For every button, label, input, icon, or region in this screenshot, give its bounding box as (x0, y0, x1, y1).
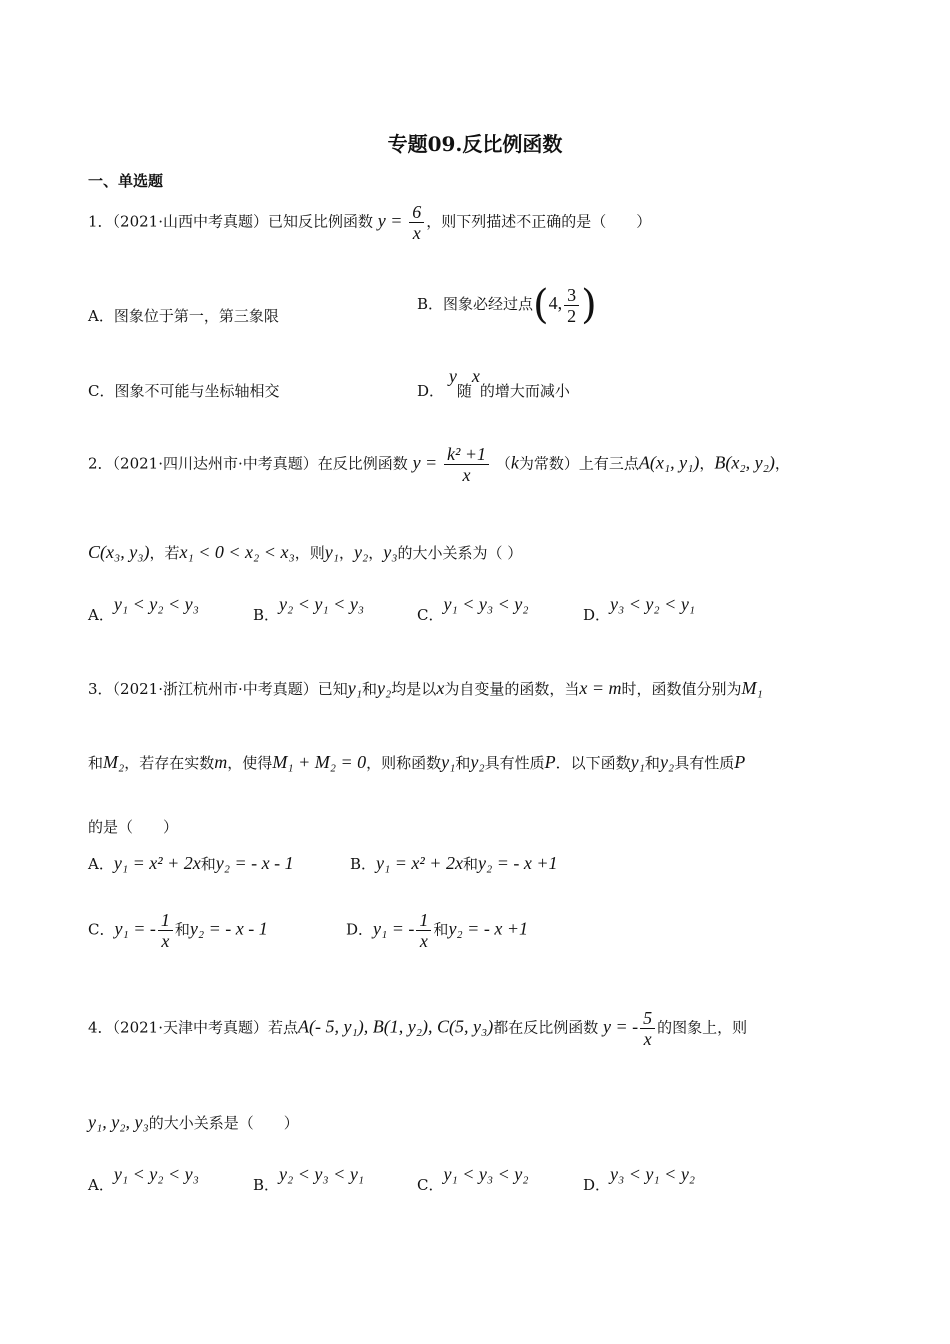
stem-text: 和 (455, 754, 471, 772)
stem-text: 时，函数值分别为 (621, 680, 742, 698)
question-4-stem (88, 1008, 747, 1049)
stem-text: ，若存在实数 (124, 754, 215, 772)
stem-text: （ (495, 454, 511, 473)
right-paren: ) (581, 282, 597, 328)
numerator: 5 (640, 1008, 655, 1029)
connector: 和 (462, 855, 478, 873)
question-source: （2021·四川达州市·中考真题） (112, 454, 318, 473)
stem-text: 和 (362, 680, 378, 698)
sum-equation: M₁ + M₂ = 0 (272, 752, 367, 772)
denominator: x (643, 1029, 652, 1049)
connector: 和 (200, 855, 216, 873)
question-source: （2021·浙江杭州市·中考真题） (112, 680, 318, 698)
stem-text: 和 (88, 754, 104, 772)
question-number: 2． (88, 454, 113, 473)
var-P: P (544, 752, 556, 772)
q1-option-b (417, 282, 597, 328)
equation-lhs: y = - (603, 1016, 639, 1037)
option-letter: D． (583, 606, 611, 624)
stem-text: 的大小关系是（ ） (148, 1114, 299, 1132)
option-letter: C． (88, 920, 115, 939)
var-M2: M₂ (103, 752, 125, 772)
option-text: 随 (456, 382, 472, 400)
var-y1: y₁ (441, 752, 456, 772)
numerator: 1 (416, 910, 431, 931)
question-3-stem (88, 678, 763, 699)
stem-text: 均是以 (391, 680, 437, 698)
var-m: m (214, 752, 228, 772)
stem-text: 若点 (268, 1018, 299, 1037)
stem-text: 都在反比例函数 (493, 1018, 599, 1037)
stem-text: 已知反比例函数 (268, 212, 374, 231)
q1-option-a: A．图象位于第一，第三象限 (88, 307, 279, 325)
stem-text: ，则 (294, 544, 325, 562)
stem-text: ， (774, 454, 790, 473)
var-y1: y₁ (347, 678, 363, 698)
denominator: x (462, 465, 471, 485)
option-expr: y₂ = - x - 1 (215, 853, 294, 873)
question-source: （2021·山西中考真题） (112, 212, 268, 231)
numerator: 6 (409, 202, 424, 223)
option-expr: y₁ < y₃ < y₂ (443, 594, 529, 614)
page-title: 专题09.反比例函数 (387, 132, 563, 156)
option-expr: y₁ = - (114, 918, 156, 939)
question-number: 3． (88, 680, 113, 698)
stem-text: 为常数）上有三点 (518, 454, 639, 473)
numerator: k² +1 (444, 444, 489, 465)
question-3-stem-line2 (88, 752, 745, 773)
stem-text: 具有性质 (484, 754, 545, 772)
left-paren: ( (533, 282, 549, 328)
option-letter: B． (350, 855, 377, 873)
question-1-stem (88, 202, 651, 243)
stem-text: 已知 (317, 680, 348, 698)
q1-option-d (417, 366, 570, 401)
q2-option-c (417, 594, 529, 625)
option-expr: y₂ = - x - 1 (189, 918, 268, 939)
equation-lhs: y = (412, 452, 438, 473)
numerator: 3 (564, 285, 579, 306)
var-y2: y₂ (377, 678, 392, 698)
stem-text: 在反比例函数 (317, 454, 408, 473)
option-expr: y₁ = x² + 2x (376, 853, 463, 873)
var-y2: y₂ (659, 752, 675, 772)
fraction (444, 444, 489, 485)
option-expr: y₁ = - (373, 918, 415, 939)
q2-option-d (583, 594, 696, 625)
var-y1: y₁ (630, 752, 645, 772)
q3-option-d (346, 910, 528, 951)
option-letter: A． (88, 1176, 114, 1194)
option-expr: y₃ < y₂ < y₁ (610, 594, 696, 614)
fraction (409, 202, 424, 243)
fraction (416, 910, 431, 951)
question-2-stem-line2: C(x₃, y₃)，若x₁ < 0 < x₂ < x₃，则y₁，y₂，y₃的大小关系为（ ） (88, 542, 523, 562)
option-letter: A． (88, 606, 114, 624)
option-expr: y₂ = - x +1 (448, 918, 528, 939)
q2-option-b (253, 594, 365, 625)
stem-text: ，则称函数 (366, 754, 442, 772)
stem-text: ，若 (149, 544, 180, 562)
option-letter: B． (253, 1176, 280, 1194)
points: A(- 5, y₁), B(1, y₂), C(5, y₃) (298, 1016, 494, 1037)
q4-option-b (253, 1164, 365, 1195)
fraction (640, 1008, 655, 1049)
option-expr: y₂ < y₃ < y₁ (279, 1164, 365, 1184)
condition: x₁ < 0 < x₂ < x₃ (179, 542, 295, 562)
option-letter: A． (88, 855, 114, 873)
question-number: 4． (88, 1018, 113, 1037)
point-coord: 4, (548, 293, 563, 313)
equation-lhs: y = (377, 210, 403, 231)
option-letter: D． (583, 1176, 611, 1194)
numerator: 1 (158, 910, 173, 931)
var-M1: M₁ (741, 678, 763, 698)
option-letter: C． (417, 606, 444, 624)
option-letter: D． (346, 920, 374, 939)
denominator: x (412, 223, 421, 243)
option-letter: C． (417, 1176, 444, 1194)
stem-text: ，则下列描述不正确的是（ ） (426, 212, 652, 231)
section-heading: 一、单选题 (88, 172, 164, 190)
option-expr: y₁ = x² + 2x (113, 853, 201, 873)
option-expr: y₂ < y₁ < y₃ (279, 594, 365, 614)
stem-text: ，使得 (227, 754, 273, 772)
option-expr: y₁ < y₂ < y₃ (113, 1164, 199, 1184)
connector: 和 (174, 920, 190, 939)
vars-y: y₁, y₂, y₃ (88, 1112, 149, 1132)
var-x: x (471, 366, 480, 386)
q4-option-a (88, 1164, 199, 1195)
stem-text: 和 (644, 754, 660, 772)
question-4-stem-line2 (88, 1112, 299, 1133)
q1-option-c: C．图象不可能与坐标轴相交 (88, 382, 280, 400)
var-y2: y₂ (470, 752, 485, 772)
stem-text: ， (699, 454, 715, 473)
q2-option-a (88, 594, 199, 625)
var-y3: y₃ (383, 542, 398, 562)
question-source: （2021·天津中考真题） (112, 1018, 268, 1037)
denominator: x (161, 931, 170, 951)
option-text: 的增大而减小 (479, 382, 570, 400)
q3-option-c (88, 910, 268, 951)
fraction (158, 910, 173, 951)
condition: x = m (579, 678, 622, 698)
var-y: y (448, 366, 457, 386)
var-y2: y₂ (353, 542, 369, 562)
q4-option-d (583, 1164, 696, 1195)
connector: 和 (433, 920, 449, 939)
denominator: 2 (567, 305, 577, 326)
var-y1: y₁ (324, 542, 339, 562)
q4-option-c (417, 1164, 529, 1195)
question-3-stem-line3: 的是（ ） (88, 818, 179, 836)
stem-text: ．以下函数 (555, 754, 631, 772)
denominator: x (419, 931, 428, 951)
point-c: C(x₃, y₃) (88, 542, 150, 562)
q3-option-b (350, 853, 558, 874)
question-number: 1． (88, 212, 113, 231)
stem-text: 具有性质 (674, 754, 735, 772)
point-a: A(x₁, y₁) (638, 452, 700, 473)
stem-text: 的大小关系为（ ） (397, 544, 523, 562)
q3-option-a (88, 853, 294, 874)
option-expr: y₃ < y₁ < y₂ (610, 1164, 696, 1184)
var-x: x (436, 678, 445, 698)
option-expr: y₁ < y₂ < y₃ (113, 594, 199, 614)
option-letter: D． (417, 382, 445, 400)
fraction (564, 285, 579, 326)
stem-text: 的图象上，则 (657, 1018, 748, 1037)
option-expr: y₁ < y₃ < y₂ (443, 1164, 529, 1184)
point-b: B(x₂, y₂) (714, 452, 775, 473)
stem-text: 为自变量的函数，当 (444, 680, 580, 698)
option-letter: B． (253, 606, 280, 624)
option-expr: y₂ = - x +1 (477, 853, 558, 873)
question-2-stem (88, 444, 790, 485)
var-k: k (510, 452, 519, 473)
var-P: P (734, 752, 746, 772)
option-text: B．图象必经过点 (417, 295, 534, 313)
